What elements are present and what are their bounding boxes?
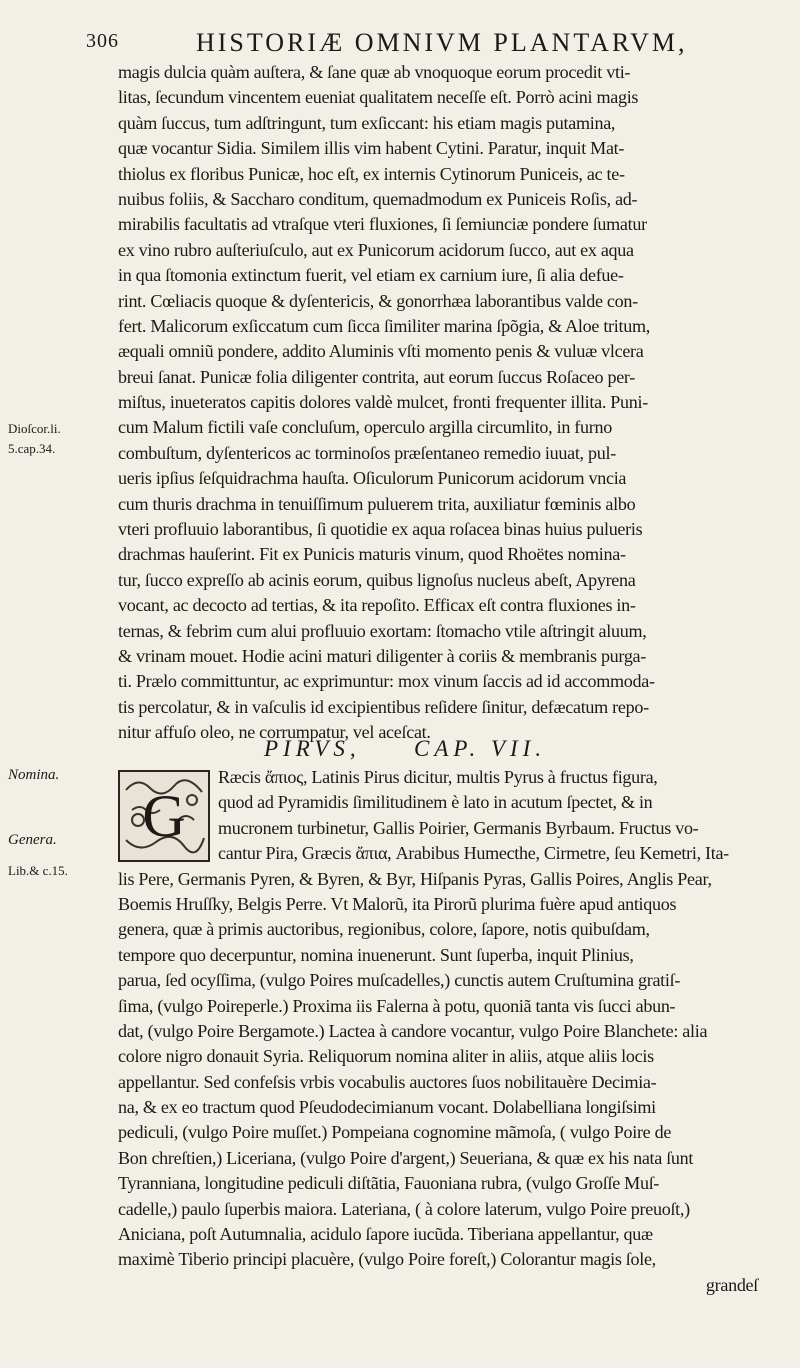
page-header	[86, 30, 766, 62]
text-line: ternas, & febrim cum alui profluuio exortam: ſtomacho vtile aſtringit aluum,	[118, 620, 647, 641]
catchword: grandeſ	[705, 1274, 758, 1295]
text-line: breui ſanat. Punicæ folia diligenter contrita, aut eorum ſuccus Roſaceo per-	[118, 366, 635, 387]
text-line: nitur affuſo oleo, ne corrumpatur, vel aceſcat.	[118, 722, 431, 743]
chapter-number: CAP. VII.	[414, 736, 547, 761]
text-line: nuibus foliis, & Saccharo conditum, quemadmodum ex Puniceis Roſis, ad-	[118, 188, 638, 209]
margin-note-lib: Lib.& c.15.	[8, 863, 68, 878]
text-line: cum Malum fictili vaſe concluſum, operculo argilla circumlito, in furno	[118, 417, 612, 438]
margin-note-line: Dioſcor.li.	[8, 421, 61, 436]
text-line: in qua ſtomonia extinctum fuerit, vel etiam ex carnium iure, ſi alia defue-	[118, 265, 624, 286]
text-line: vteri profluuio laborantibus, ſi quotidie ex aqua roſacea binas huius pulueris	[118, 519, 643, 540]
text-line: pediculi, (vulgo Poire muſſet.) Pompeiana cognomine mãmoſa, ( vulgo Poire de	[118, 1122, 672, 1143]
text-line: drachmas hauſerint. Fit ex Punicis maturis vinum, quod Rhoëtes nomina-	[118, 544, 626, 565]
text-line: appellantur. Sed confeſsis vrbis vocabulis auctores ſuos nobilitauère Decimia-	[118, 1071, 657, 1092]
margin-note-dioscorides	[8, 419, 61, 459]
text-line: quàm ſuccus, tum adſtringunt, tum exſiccant: his etiam magis putamina,	[118, 112, 616, 133]
text-line: ex vino rubro auſteriuſculo, aut ex Punicorum acidorum ſucco, aut ex aqua	[118, 239, 634, 260]
text-line: cum thuris drachma in tenuiſſimum puluerem trita, auxiliatur fœminis albo	[118, 493, 636, 514]
text-line: mirabilis facultatis ad vtraſque vteri fluxiones, ſi ſemiunciæ pondere ſumatur	[118, 214, 647, 235]
text-line: ſima, (vulgo Poireperle.) Proxima iis Falerna à potu, quoniã tanta vis ſucci abun-	[118, 995, 676, 1016]
text-line: æquali omniũ pondere, addito Aluminis vſti momento penis & vuluæ vlcera	[118, 341, 644, 362]
margin-note-line: 5.cap.34.	[8, 441, 56, 456]
text-line: cadelle,) paulo ſuperbis maiora. Lateriana, ( à colore laterum, vulgo Poire preuoſt,)	[118, 1198, 690, 1219]
text-line: na, & ex eo tractum quod Pſeudodecimianum vocant. Dolabelliana longiſsimi	[118, 1097, 656, 1118]
text-line: rint. Cœliacis quoque & dyſentericis, & gonorrhæa laborantibus valde con-	[118, 290, 638, 311]
text-line: ueris ipſius ſeſquidrachma hauſta. Oſiculorum Punicorum acidorum vncia	[118, 468, 627, 489]
chapter-heading	[264, 736, 564, 766]
text-line: quod ad Pyramidis ſimilitudinem è lato in acutum ſpectet, & in	[218, 792, 653, 813]
text-block-pirus	[118, 765, 768, 1298]
text-line: vocant, ac decocto ad tertias, & ita repoſito. Efficax eſt contra fluxiones in-	[118, 595, 636, 616]
text-line: ti. Prælo committuntur, ac exprimuntur: mox vinum ſaccis ad id accommoda-	[118, 671, 655, 692]
margin-note-nomina: Nomina.	[8, 767, 60, 783]
text-line: magis dulcia quàm auſtera, & ſane quæ ab vnoquoque eorum procedit vti-	[118, 62, 631, 82]
text-line: tis percolatur, & in vaſculis id excipientibus reſidere ſinitur, defæcatum repo-	[118, 696, 649, 717]
text-line: Ræcis ἄπιος, Latinis Pirus dicitur, multis Pyrus à fructus figura,	[218, 767, 658, 787]
text-line: miſtus, inueteratos capitis dolores valdè mulcet, fronti frequenter illita. Puni-	[118, 392, 648, 413]
margin-note-genera: Genera.	[8, 832, 57, 848]
text-line: Bon chreſtien,) Liceriana, (vulgo Poire d'argent,) Seueriana, & quæ ex his nata ſunt	[118, 1147, 694, 1168]
chapter-title: PIRVS,	[264, 736, 361, 761]
text-line: parua, ſed ocyſſima, (vulgo Poires muſcadelles,) cunctis autem Cruſtumina gratiſ-	[118, 970, 681, 991]
text-line: combuſtum, dyſentericos ac torminoſos præſentaneo remedio iuuat, pul-	[118, 442, 616, 463]
running-title: HISTORIÆ OMNIVM PLANTARVM,	[196, 28, 688, 57]
text-line: genera, quæ à primis auctoribus, regionibus, colore, ſapore, notis quibuſdam,	[118, 919, 650, 940]
text-block-pomegranate	[118, 60, 768, 746]
page-number: 306	[86, 30, 119, 52]
text-line: Aniciana, poſt Autumnalia, acidulo ſapore iucũda. Tiberiana appellantur, quæ	[118, 1224, 653, 1245]
text-line: lis Pere, Germanis Pyren, & Byren, & Byr, Hiſpanis Pyras, Gallis Poires, Anglis Pear,	[118, 868, 712, 889]
text-line: tempore quo decerpuntur, nomina inuenerunt. Sunt ſuperba, inquit Plinius,	[118, 944, 634, 965]
text-line: thiolus ex floribus Punicæ, hoc eſt, ex internis Cytinorum Puniceis, ac te-	[118, 163, 625, 184]
drop-cap-letter: G	[142, 783, 186, 849]
text-line: dat, (vulgo Poire Bergamote.) Lactea à candore vocantur, vulgo Poire Blanchete: alia	[118, 1020, 708, 1041]
text-line: quæ vocantur Sidia. Similem illis vim habent Cytini. Paratur, inquit Mat-	[118, 138, 625, 159]
text-line: & vrinam mouet. Hodie acini maturi diligenter à coriis & membranis purga-	[118, 645, 647, 666]
text-line: litas, ſecundum vincentem eueniat qualitatem neceſſe eſt. Porrò acini magis	[118, 87, 639, 108]
text-line: maximè Tiberio principi placuère, (vulgo Poire foreſt,) Colorantur magis ſole,	[118, 1249, 656, 1270]
text-line: colore nigro donauit Syria. Reliquorum nomina aliter in aliis, atque aliis locis	[118, 1046, 654, 1067]
text-line: cantur Pira, Græcis ἄπια, Arabibus Humecthe, Cirmetre, ſeu Kemetri, Ita-	[218, 843, 729, 864]
text-line: fert. Malicorum exſiccatum cum ſicca ſimiliter marina ſpõgia, & Aloe tritum,	[118, 315, 650, 336]
text-line: Tyranniana, longitudine pediculi diſtãtia, Fauoniana rubra, (vulgo Groſſe Muſ-	[118, 1173, 660, 1194]
text-line: tur, ſucco expreſſo ab acinis eorum, quibus lignoſus nucleus abeſt, Apyrena	[118, 569, 636, 590]
text-line: Boemis Hruſſky, Belgis Perre. Vt Malorũ, ita Pirorũ plurima fuère apud antiquos	[118, 893, 677, 914]
text-line: mucronem turbinetur, Gallis Poirier, Germanis Byrbaum. Fructus vo-	[218, 817, 699, 838]
